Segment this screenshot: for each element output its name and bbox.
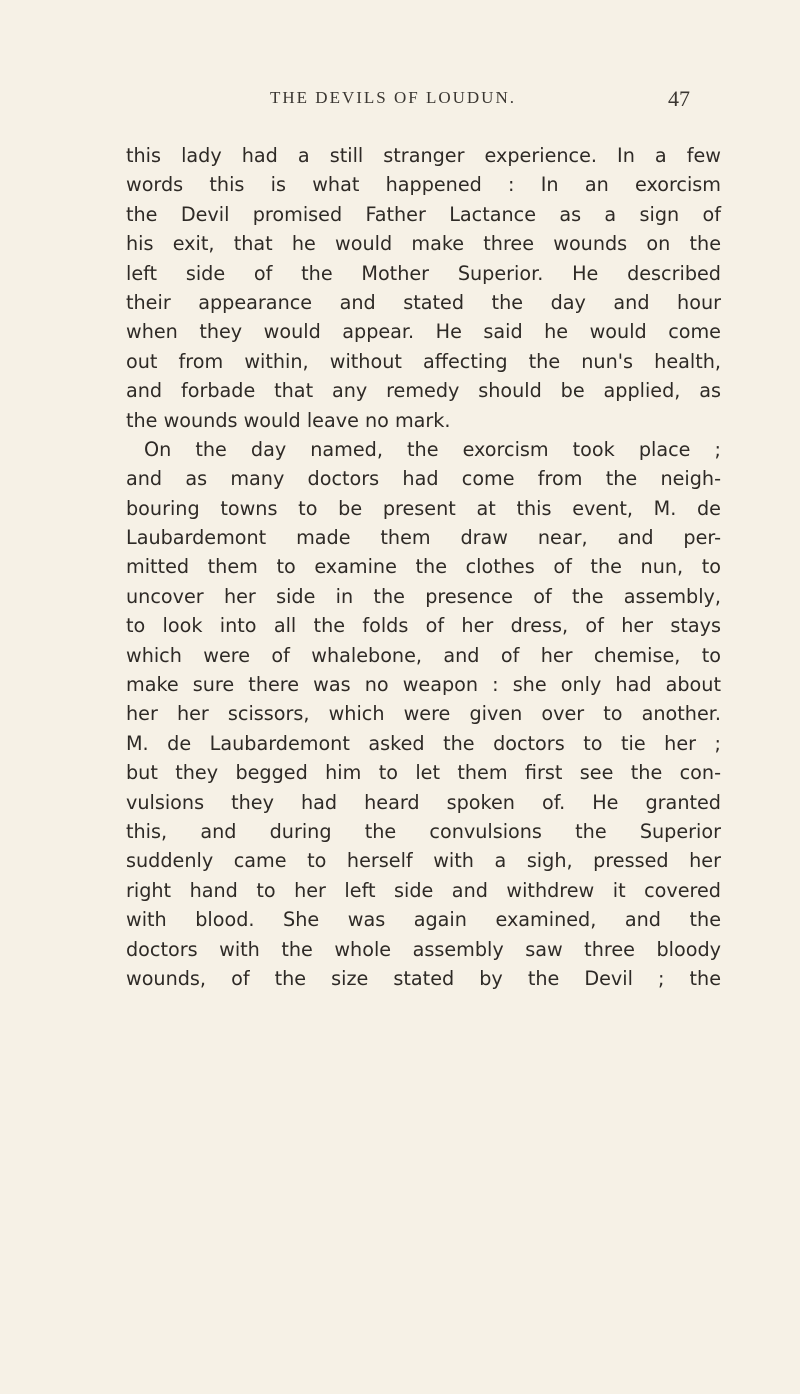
text-line: words this is what happened : In an exorcism	[126, 173, 721, 197]
text-line: make sure there was no weapon : she only had about	[126, 673, 721, 697]
text-line: the wounds would leave no mark.	[126, 408, 451, 432]
text-line: her her scissors, which were given over to another.	[126, 702, 721, 726]
body-text	[126, 141, 721, 993]
running-title: THE DEVILS OF LOUDUN.	[270, 88, 516, 107]
text-line: this lady had a still stranger experience. In a few	[126, 144, 721, 167]
text-line: out from within, without affecting the nun's health,	[126, 349, 721, 373]
running-head	[0, 88, 800, 118]
text-line: left side of the Mother Superior. He described	[126, 261, 721, 285]
text-line: bouring towns to be present at this event, M. de	[126, 496, 721, 520]
text-line: their appearance and stated the day and hour	[126, 290, 721, 314]
text-line: uncover her side in the presence of the assembly,	[126, 584, 721, 608]
text-line: this, and during the convulsions the Superior	[126, 819, 721, 843]
text-line: and forbade that any remedy should be applied, as	[126, 379, 721, 403]
text-line: doctors with the whole assembly saw three bloody	[126, 937, 721, 961]
text-line: which were of whalebone, and of her chemise, to	[126, 643, 721, 667]
text-line: when they would appear. He said he would come	[126, 320, 721, 344]
text-line: wounds, of the size stated by the Devil ; the	[126, 966, 721, 990]
text-line: M. de Laubardemont asked the doctors to tie her ;	[126, 731, 721, 755]
text-line: Laubardemont made them draw near, and per-	[126, 526, 721, 550]
text-line: mitted them to examine the clothes of the nun, to	[126, 555, 721, 579]
page-number: 47	[668, 86, 690, 111]
text-line: suddenly came to herself with a sigh, pressed her	[126, 849, 721, 873]
text-line: vulsions they had heard spoken of. He granted	[126, 790, 721, 814]
text-line: to look into all the folds of her dress, of her stays	[126, 614, 721, 638]
text-line: and as many doctors had come from the neigh-	[126, 467, 721, 491]
text-line: the Devil promised Father Lactance as a sign of	[126, 202, 721, 226]
text-line: his exit, that he would make three wounds on the	[126, 232, 721, 256]
text-line: but they begged him to let them first see the con-	[126, 761, 721, 785]
text-line: with blood. She was again examined, and the	[126, 908, 721, 932]
text-line: right hand to her left side and withdrew it covered	[126, 878, 721, 902]
text-line: On the day named, the exorcism took place ;	[144, 437, 721, 461]
